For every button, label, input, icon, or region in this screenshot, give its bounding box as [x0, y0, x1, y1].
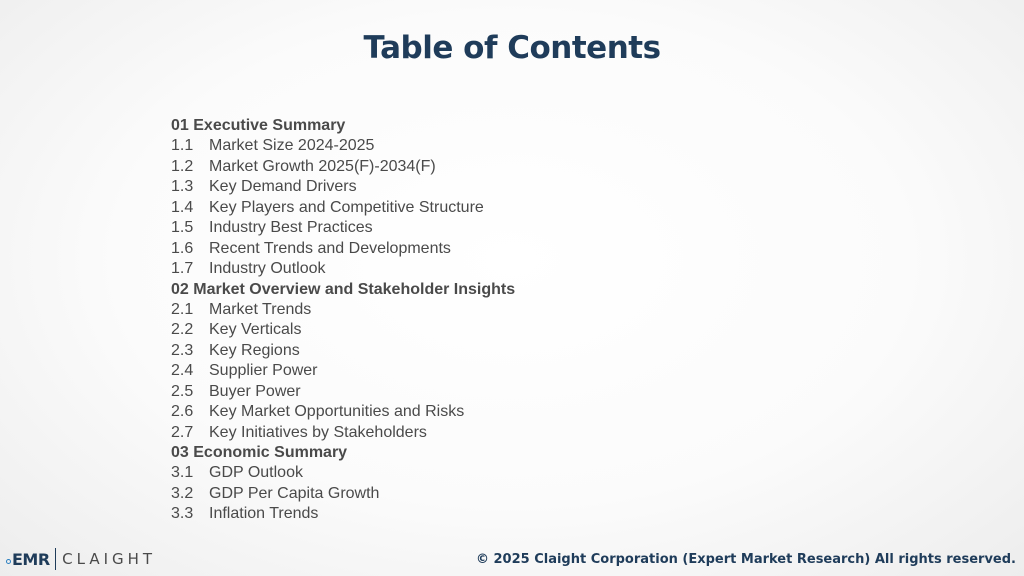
toc-item-text: Key Market Opportunities and Risks [209, 403, 465, 421]
toc-item [171, 177, 515, 197]
toc-section-heading [171, 116, 515, 136]
toc-item [171, 239, 515, 259]
toc-item [171, 320, 515, 340]
toc-section-text: 02 Market Overview and Stakeholder Insights [171, 280, 516, 298]
toc-item [171, 382, 515, 402]
emr-logo [6, 550, 50, 569]
toc-item-text: Buyer Power [209, 382, 301, 400]
toc-item-text: Market Growth 2025(F)-2034(F) [209, 157, 436, 175]
toc-item [171, 504, 515, 524]
toc-item-text: Key Verticals [209, 321, 302, 339]
toc-item-number: 1.1 [171, 137, 194, 155]
toc-item-number: 1.4 [171, 198, 194, 216]
toc-item [171, 361, 515, 381]
toc-item-number: 2.4 [171, 362, 194, 380]
toc-item-number: 2.7 [171, 423, 194, 441]
toc-item-number: 1.7 [171, 260, 194, 278]
toc-item-text: Industry Outlook [209, 260, 326, 278]
toc-item-number: 2.3 [171, 341, 194, 359]
toc-item-number: 3.3 [171, 505, 194, 523]
page-title: Table of Contents [363, 30, 661, 66]
toc-item [171, 484, 515, 504]
claight-logo-text: CLAIGHT [62, 550, 157, 568]
toc-item-text: Supplier Power [209, 362, 318, 380]
toc-section-heading [171, 280, 515, 300]
toc-item [171, 259, 515, 279]
toc-item [171, 341, 515, 361]
toc-item-text: Industry Best Practices [209, 219, 373, 237]
toc-section-heading [171, 443, 515, 463]
toc-item-number: 1.3 [171, 178, 194, 196]
toc-item-number: 1.6 [171, 239, 194, 257]
toc-item-text: Key Players and Competitive Structure [209, 198, 484, 216]
logo-divider [55, 548, 57, 570]
toc-item-text: Inflation Trends [209, 505, 319, 523]
toc-item-number: 2.2 [171, 321, 194, 339]
toc-item [171, 198, 515, 218]
toc-section-text: 01 Executive Summary [171, 117, 346, 134]
toc-item-text: GDP Outlook [209, 464, 303, 482]
logo-dot-icon [6, 559, 11, 564]
toc-item-number: 3.2 [171, 484, 194, 502]
toc-item-number: 2.1 [171, 300, 194, 318]
toc-item-number: 2.6 [171, 403, 194, 421]
toc-item-text: Market Size 2024-2025 [209, 137, 375, 155]
toc-item-text: Recent Trends and Developments [209, 239, 451, 257]
toc-item [171, 463, 515, 483]
toc-item-number: 1.5 [171, 219, 194, 237]
toc-item-number: 3.1 [171, 464, 194, 482]
toc-item-number: 2.5 [171, 382, 194, 400]
toc-item [171, 157, 515, 177]
toc-item [171, 402, 515, 422]
toc-section-text: 03 Economic Summary [171, 444, 348, 461]
toc-item [171, 300, 515, 320]
toc-item [171, 423, 515, 443]
toc-item-text: GDP Per Capita Growth [209, 484, 380, 502]
toc-item-text: Key Demand Drivers [209, 178, 357, 196]
emr-logo-text: EMR [12, 549, 50, 569]
toc-item-text: Market Trends [209, 300, 312, 318]
toc-item-number: 1.2 [171, 157, 194, 175]
toc-item-text: Key Initiatives by Stakeholders [209, 423, 427, 441]
toc-item [171, 218, 515, 238]
company-logo [6, 546, 156, 572]
table-of-contents [171, 116, 515, 525]
toc-item [171, 136, 515, 156]
copyright-footer: © 2025 Claight Corporation (Expert Market Research) All rights reserved. [475, 552, 1016, 567]
toc-item-text: Key Regions [209, 341, 300, 359]
